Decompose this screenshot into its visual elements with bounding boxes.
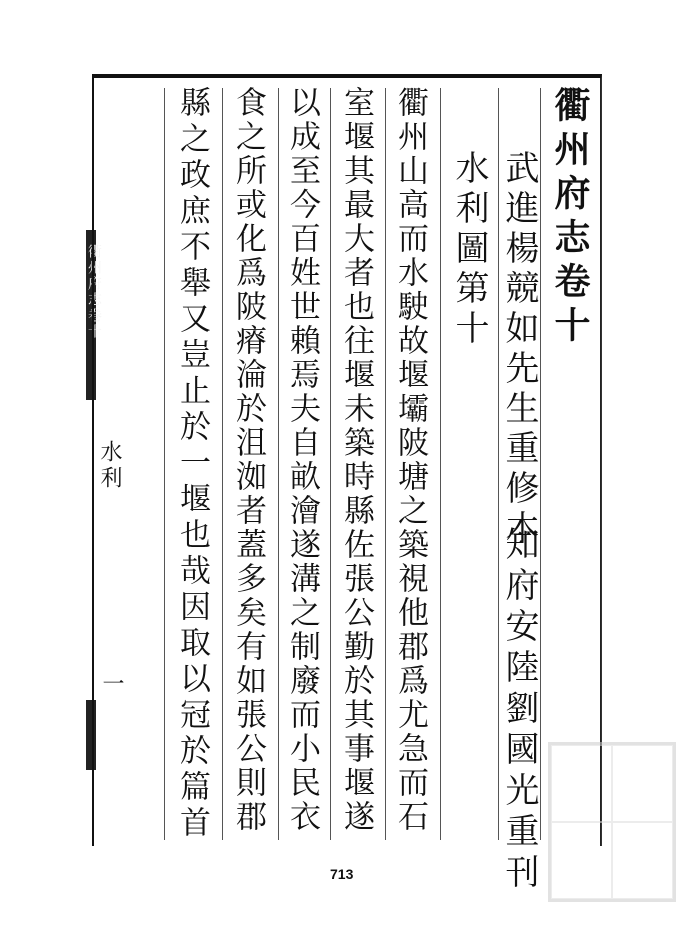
section-label: 水利 — [97, 440, 122, 492]
page-number: 713 — [330, 866, 354, 882]
leaf-number: 一 — [99, 672, 124, 698]
library-seal — [548, 742, 676, 902]
body-column-5: 縣之政庶不舉又豈止於一堰也哉因取以冠於篇首 — [174, 86, 210, 842]
column-rule — [164, 88, 165, 840]
official-line: 知府安陸劉國光重刊 — [499, 526, 539, 895]
gutter — [0, 74, 92, 854]
column-rule — [440, 88, 441, 840]
section-heading: 水利圖第十 — [449, 150, 489, 350]
spine-label: 衢州府志卷十 — [86, 244, 102, 340]
column-rule — [330, 88, 331, 840]
book-title: 衢州府志卷十 — [549, 86, 591, 350]
body-column-4: 食之所或化爲陂瘠淪於沮洳者蓋多矣有如張公則郡 — [230, 86, 266, 834]
column-rule — [540, 88, 541, 840]
column-rule — [600, 78, 601, 846]
body-column-1: 衢州山高而水駛故堰壩陂塘之築視他郡爲尤急而石 — [392, 86, 428, 834]
column-rule — [278, 88, 279, 840]
column-rule — [385, 88, 386, 840]
reviser-line: 武進楊競如先生重修本 — [499, 150, 539, 550]
body-column-3: 以成至今百姓世賴焉夫自畝澮遂溝之制廢而小民衣 — [284, 86, 320, 834]
body-column-2: 室堰其最大者也往堰未築時縣佐張公勤於其事堰遂 — [338, 86, 374, 834]
column-rule — [222, 88, 223, 840]
